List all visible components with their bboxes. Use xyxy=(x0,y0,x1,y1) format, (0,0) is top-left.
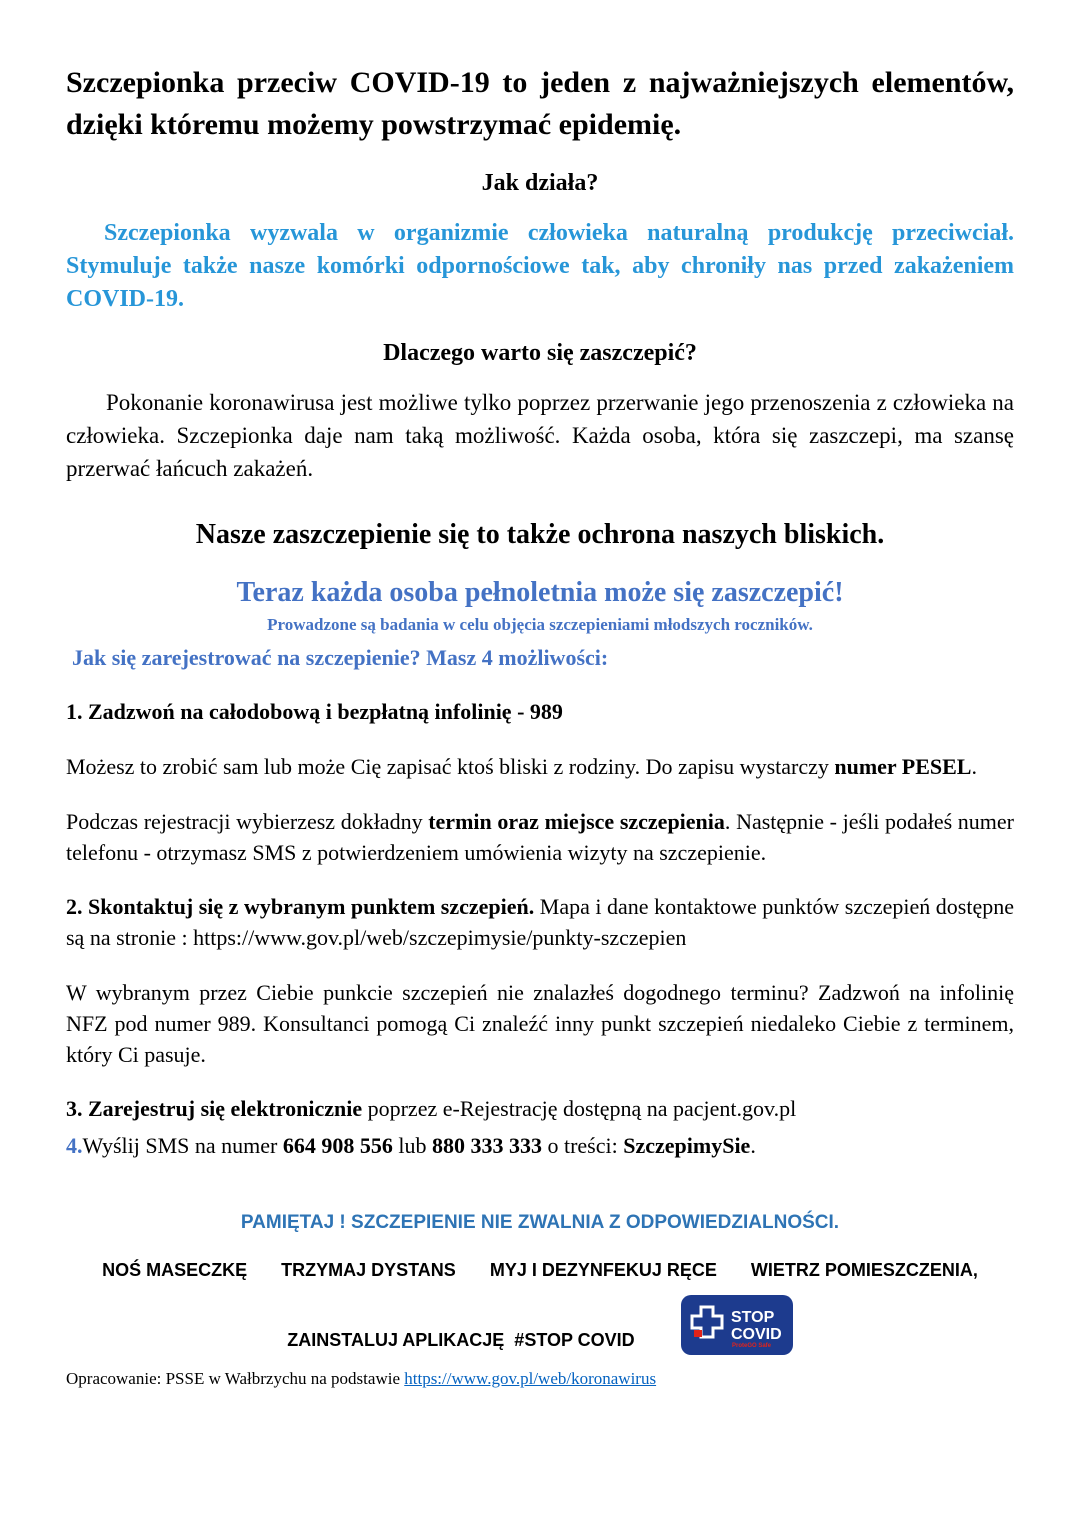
credit-line xyxy=(66,1369,1014,1389)
logo-text-covid: COVID xyxy=(730,1326,782,1344)
option-4-period: . xyxy=(750,1133,756,1159)
how-to-register-heading: Jak się zarejestrować na szczepienie? Masz 4 możliwości: xyxy=(72,645,609,671)
option-4-paragraph xyxy=(66,1131,1014,1162)
sms-number-2: 880 333 333 xyxy=(431,1133,542,1159)
credit-text: Opracowanie: PSSE w Wałbrzychu na podstawie xyxy=(66,1369,405,1389)
option-2-paragraph xyxy=(66,892,1014,954)
precaution-mask: NOŚ MASECZKĘ xyxy=(102,1260,248,1281)
option-4-text-b: lub xyxy=(392,1133,432,1159)
precaution-ventilate: WIETRZ POMIESZCZENIA, xyxy=(750,1260,978,1281)
option-1-p2-text-a: Podczas rejestracji wybierzesz dokładny xyxy=(66,808,429,834)
pesel-emphasis: numer PESEL xyxy=(834,754,972,780)
option-4-text-a: Wyślij SMS na numer xyxy=(82,1133,283,1159)
cross-red-accent xyxy=(694,1330,702,1337)
why-vaccinate-heading: Dlaczego warto się zaszczepić? xyxy=(383,340,697,367)
precautions-row xyxy=(66,1260,1014,1281)
option-3-paragraph xyxy=(66,1094,1014,1125)
protect-loved-ones-heading: Nasze zaszczepienie się to także ochrona naszych bliskich. xyxy=(195,519,885,551)
logo-subtext: ProteGO Safe xyxy=(731,1343,771,1350)
option-4-number: 4. xyxy=(66,1133,83,1159)
install-app-label: ZAINSTALUJ APLIKACJĘ #STOP COVID xyxy=(287,1330,635,1351)
date-place-emphasis: termin oraz miejsce szczepienia xyxy=(428,808,725,834)
precaution-wash-hands: MYJ I DEZYNFEKUJ RĘCE xyxy=(489,1260,717,1281)
option-3-title: 3. Zarejestruj się elektronicznie xyxy=(66,1096,363,1122)
research-note: Prowadzone są badania w celu objęcia szczepieniami młodszych roczników. xyxy=(267,615,813,635)
install-app-row xyxy=(66,1295,1014,1355)
sms-number-1: 664 908 556 xyxy=(282,1133,393,1159)
koronawirus-link[interactable]: https://www.gov.pl/web/koronawirus xyxy=(404,1369,657,1389)
option-1-p1-period: . xyxy=(971,754,977,780)
how-it-works-heading: Jak działa? xyxy=(481,170,599,196)
logo-text-stop: STOP xyxy=(730,1309,774,1327)
how-it-works-body: Szczepionka wyzwala w organizmie człowieka naturalną produkcję przeciwciał. Stymuluje także nasze komórki odpornościowe tak, aby chroniły nas przed zakażeniem COVID-19. xyxy=(66,220,1014,313)
page-title: Szczepionka przeciw COVID-19 to jeden z najważniejszych elementów, dzięki któremu możemy powstrzymać epidemię. xyxy=(66,66,1014,141)
stop-covid-logo xyxy=(681,1295,793,1355)
option-1-paragraph-1 xyxy=(66,752,1014,783)
vaccination-points-url: https://www.gov.pl/web/szczepimysie/punkty-szczepien xyxy=(193,925,687,951)
option-2-paragraph-2: W wybranym przez Ciebie punkcie szczepień nie znalazłeś dogodnego terminu? Zadzwoń na infolinię NFZ pod numer 989. Konsultanci pomogą Ci znaleźć inny punkt szczepień niedaleko Ciebie z terminem, który Ci pasuje. xyxy=(66,980,1014,1067)
adults-eligible-heading: Teraz każda osoba pełnoletnia może się zaszczepić! xyxy=(236,577,844,609)
option-3-text: poprzez e-Rejestrację dostępną na pacjent.gov.pl xyxy=(362,1096,797,1122)
why-vaccinate-body: Pokonanie koronawirusa jest możliwe tylko poprzez przerwanie jego przenoszenia z człowieka na człowieka. Szczepionka daje nam taką możliwość. Każda osoba, która się zaszczepi, ma szansę przerwać łańcuch zakażeń. xyxy=(66,390,1014,481)
responsibility-reminder: PAMIĘTAJ ! SZCZEPIENIE NIE ZWALNIA Z ODPOWIEDZIALNOŚCI. xyxy=(240,1212,840,1234)
option-1-p2-text-b: . Następnie - jeśli podałeś numer telefonu - otrzymasz SMS z potwierdzeniem umówienia wizyty na szczepienie. xyxy=(66,808,1015,865)
option-1-title: 1. Zadzwoń na całodobową i bezpłatną infolinię - 989 xyxy=(66,699,563,725)
sms-keyword: SzczepimySie xyxy=(623,1133,751,1159)
precaution-distance: TRZYMAJ DYSTANS xyxy=(281,1260,456,1281)
option-4-text-c: o treści: xyxy=(541,1133,624,1159)
option-1-paragraph-2 xyxy=(66,807,1014,869)
option-1-p1-text: Możesz to zrobić sam lub może Cię zapisać ktoś bliski z rodziny. Do zapisu wystarczy xyxy=(66,754,835,780)
option-2-text: Mapa i dane kontaktowe punktów szczepień dostępne są na stronie : xyxy=(66,894,1014,951)
option-2-title: 2. Skontaktuj się z wybranym punktem szczepień. xyxy=(66,894,535,920)
